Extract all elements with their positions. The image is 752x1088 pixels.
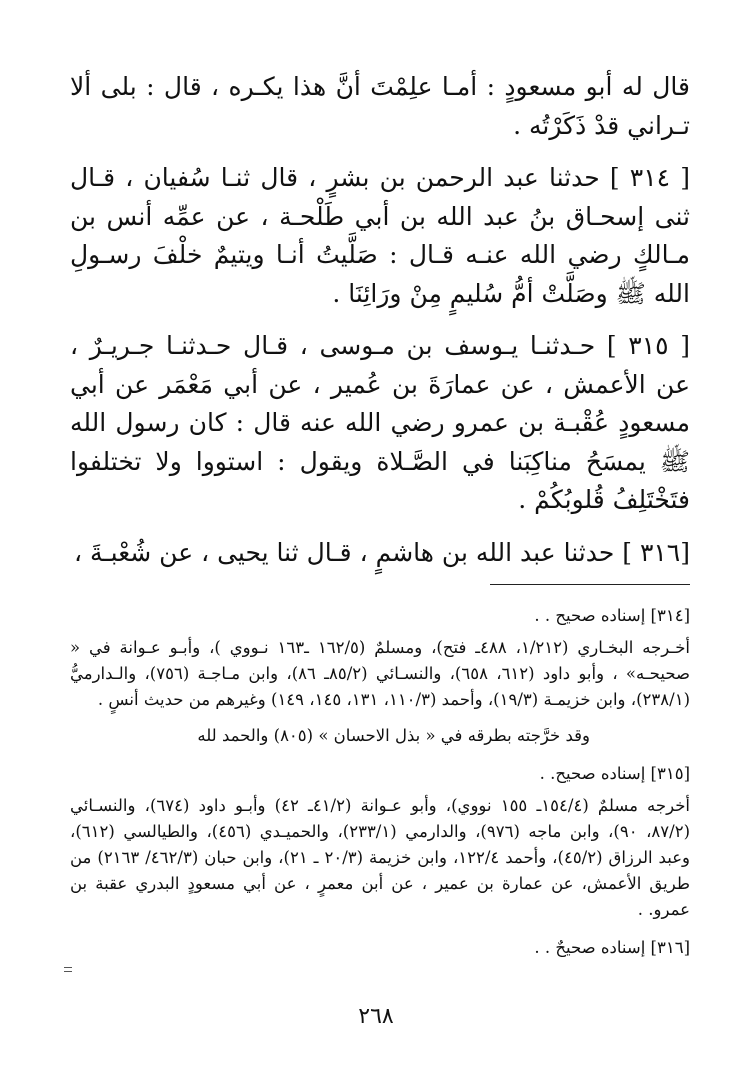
footnotes (70, 603, 690, 961)
hadith-314: [ ٣١٤ ] حدثنا عبد الرحمن بن بشرٍ ، قال ثنـا سُفيان ، قـال ثنى إسحـاق بنُ عبد الله بن أبي طَلْحـة ، عن عمِّه أنس بن مـالكٍ رضي الله عنـه قـال : صَلَّيتُ أنـا ويتيمٌ خلْفَ رسـولِ الله ﷺ وصَلَّتْ أمُّ سُليمٍ مِنْ ورَائِنَا . (70, 163, 691, 308)
footnote-label-314: [٣١٤] إسناده صحيح . . (534, 606, 690, 625)
footnote-314-extra: وقد خرَّجته بطرقه في « بذل الاحسان » (٨٠٥) والحمد لله (197, 726, 590, 745)
footnote-315: أخرجه مسلمٌ (١٥٤/٤ـ ١٥٥ نووي)، وأبو عـوانة (٤١/٢ـ ٤٢) وأبـو داود (٦٧٤)، والنسـائي (٨٧/٢، ٩٠)، وابن ماجه (٩٧٦)، والدارمي (٢٣٣/١)، والحميـدي (٤٥٦)، والطيالسي (٦١٢)، وعبد الرزاق (٤٥/٢)، وأحمد ١٢٢/٤، وابن خزيمة (٢٠/٣ ـ ٢١)، وابن حبان (٤٦٢/٣/ ٢١٦٣) من طريق الأعمش، عن عمارة بن عمير ، عن أبن معمرٍ ، عن أبي مسعودٍ البدري عقبة بن عمرو. . (70, 796, 691, 919)
hadith-316: [٣١٦ ] حدثنا عبد الله بن هاشمٍ ، قـال ثنا يحيى ، عن شُعْبـةَ ، (73, 537, 690, 567)
main-text (70, 68, 690, 572)
hadith-313-end: قال له أبو مسعودٍ : أمـا علِمْتَ أنَّ هذا يكـره ، قال : بلى ألا تـراني قدْ ذَكَرْتُه . (70, 72, 690, 140)
margin-mark (64, 967, 72, 972)
page-number: ٢٦٨ (358, 1004, 394, 1029)
footnote-label-316: [٣١٦] إسناده صحيحٌ . . (534, 938, 690, 957)
hadith-315: [ ٣١٥ ] حـدثنـا يـوسف بن مـوسى ، قـال حـدثنـا جـريـرٌ ، عن الأعمش ، عن عمارَةَ بن عُمير ، عن أبي مَعْمَر عن أبي مسعودٍ عُقْبـة بن عمرو رضي الله عنه قال : كان رسول الله ﷺ يمسَحُ مناكِبَنا في الصَّـلاة ويقول : استووا ولا تختلفوا فتَخْتَلِفُ قُلوبُكُمْ . (70, 331, 691, 514)
book-page (70, 60, 690, 1058)
footnote-separator (490, 584, 690, 585)
footnote-label-315: [٣١٥] إسناده صحيح. . (539, 764, 690, 783)
footnote-314: أخـرجه البخـاري (١/٢١٢، ٤٨٨ـ فتح)، ومسلمٌ (١٦٢/٥ ـ١٦٣ نـووي )، وأبـو عـوانة في « صحيحـه» ، وأبو داود (٦١٢، ٦٥٨)، والنسـائي (٨٥/٢ـ ٨٦)، وابن مـاجـة (٧٥٦)، والـدارميُّ (٢٣٨/١)، وابن خزيمـة (١٩/٣)، وأحمد (١١٠/٣، ١٣١، ١٤٥، ١٤٩) وغيرهم من حديث أنسٍ . (70, 638, 690, 709)
